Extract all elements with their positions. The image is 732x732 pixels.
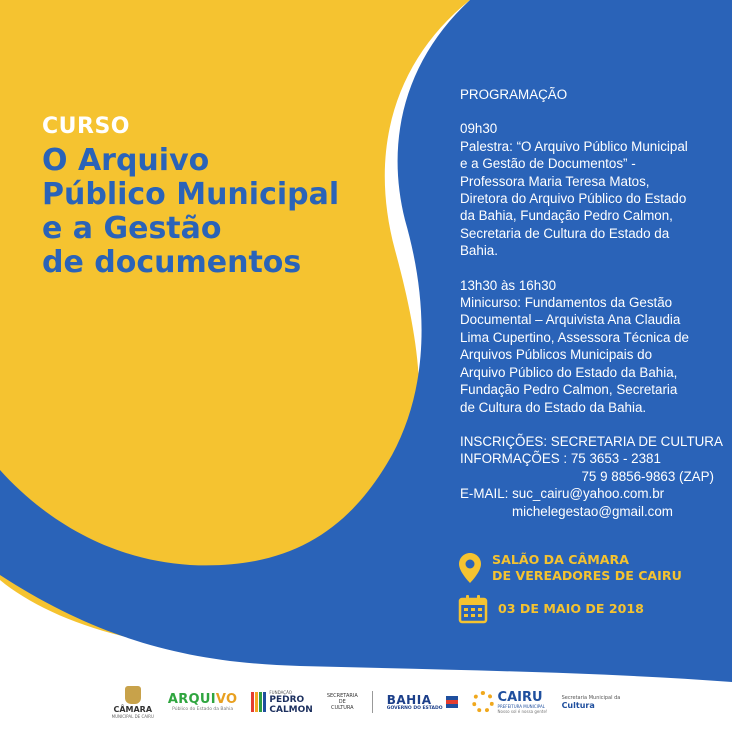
course-label: CURSO <box>42 114 130 139</box>
program-heading: PROGRAMAÇÃO <box>460 87 568 102</box>
session2-text-line: de Cultura do Estado da Bahia. <box>460 399 647 415</box>
bahia-flag-icon <box>446 696 458 708</box>
session2-text-line: Arquivos Públicos Municipais do <box>460 347 653 363</box>
session1-text-line: Secretaria de Cultura do Estado da <box>460 225 670 241</box>
course-title <box>42 144 422 280</box>
session2-text-line: Minicurso: Fundamentos da Gestão <box>460 295 673 311</box>
pedro-calmon-bars-icon <box>251 692 266 712</box>
cairu-sun-icon <box>472 691 494 713</box>
course-title-line: de documentos <box>42 245 302 280</box>
registration-info: INSCRIÇÕES: SECRETARIA DE CULTURA <box>460 433 723 449</box>
session1-text-line: Palestra: “O Arquivo Público Municipal <box>460 138 688 154</box>
date-row <box>458 594 644 624</box>
cairu-logo: CAIRU PREFEITURA MUNICIPAL Nosso sol é nossa gente! <box>472 691 548 714</box>
session2-text-line: Documental – Arquivista Ana Claudia <box>460 312 681 328</box>
program-section <box>460 86 726 520</box>
bahia-logo: BAHIA GOVERNO DO ESTADO <box>387 694 458 711</box>
map-pin-icon <box>458 552 482 584</box>
secretaria-municipal-logo: Secretaria Municipal da Cultura <box>561 694 621 710</box>
session2-time: 13h30 às 16h30 <box>460 277 557 293</box>
camara-logo: CÂMARA MUNICIPAL DE CAIRU <box>112 686 154 719</box>
email-primary: E-MAIL: suc_cairu@yahoo.com.br <box>460 486 665 502</box>
course-title-line: e a Gestão <box>42 211 222 246</box>
location-line: DE VEREADORES DE CAIRU <box>492 568 682 583</box>
sponsor-logos <box>0 672 732 732</box>
session1-text-line: da Bahia, Fundação Pedro Calmon, <box>460 208 673 224</box>
location-row <box>458 552 682 584</box>
session1-time: 09h30 <box>460 121 498 137</box>
location-line: SALÃO DA CÂMARA <box>492 552 629 567</box>
info-phone-zap: 75 9 8856-9863 (ZAP) <box>581 468 714 484</box>
session2-text-line: Fundação Pedro Calmon, Secretaria <box>460 382 678 398</box>
info-phone: INFORMAÇÕES : 75 3653 - 2381 <box>460 451 661 467</box>
session1-text-line: Professora Maria Teresa Matos, <box>460 173 650 189</box>
logo-divider <box>372 691 373 713</box>
pedro-calmon-logo: FUNDAÇÃO PEDRO CALMON <box>251 690 312 715</box>
course-title-line: Público Municipal <box>42 177 340 212</box>
secretaria-cultura-logo: SECRETARIA DE CULTURA <box>326 693 358 711</box>
course-title-line: O Arquivo <box>42 143 210 178</box>
session1-text-line: e a Gestão de Documentos” - <box>460 156 636 172</box>
calendar-icon <box>458 594 488 624</box>
session1-text-line: Bahia. <box>460 243 498 259</box>
arquivo-logo: ARQUIVO Público do Estado da Bahia <box>167 692 238 712</box>
session2-text-line: Arquivo Público do Estado da Bahia, <box>460 364 678 380</box>
camara-crest-icon <box>125 686 141 704</box>
session1-text-line: Diretora do Arquivo Público do Estado <box>460 191 687 207</box>
email-secondary: michelegestao@gmail.com <box>512 503 673 519</box>
event-date: 03 DE MAIO DE 2018 <box>498 601 644 616</box>
session2-text-line: Lima Cupertino, Assessora Técnica de <box>460 329 690 345</box>
